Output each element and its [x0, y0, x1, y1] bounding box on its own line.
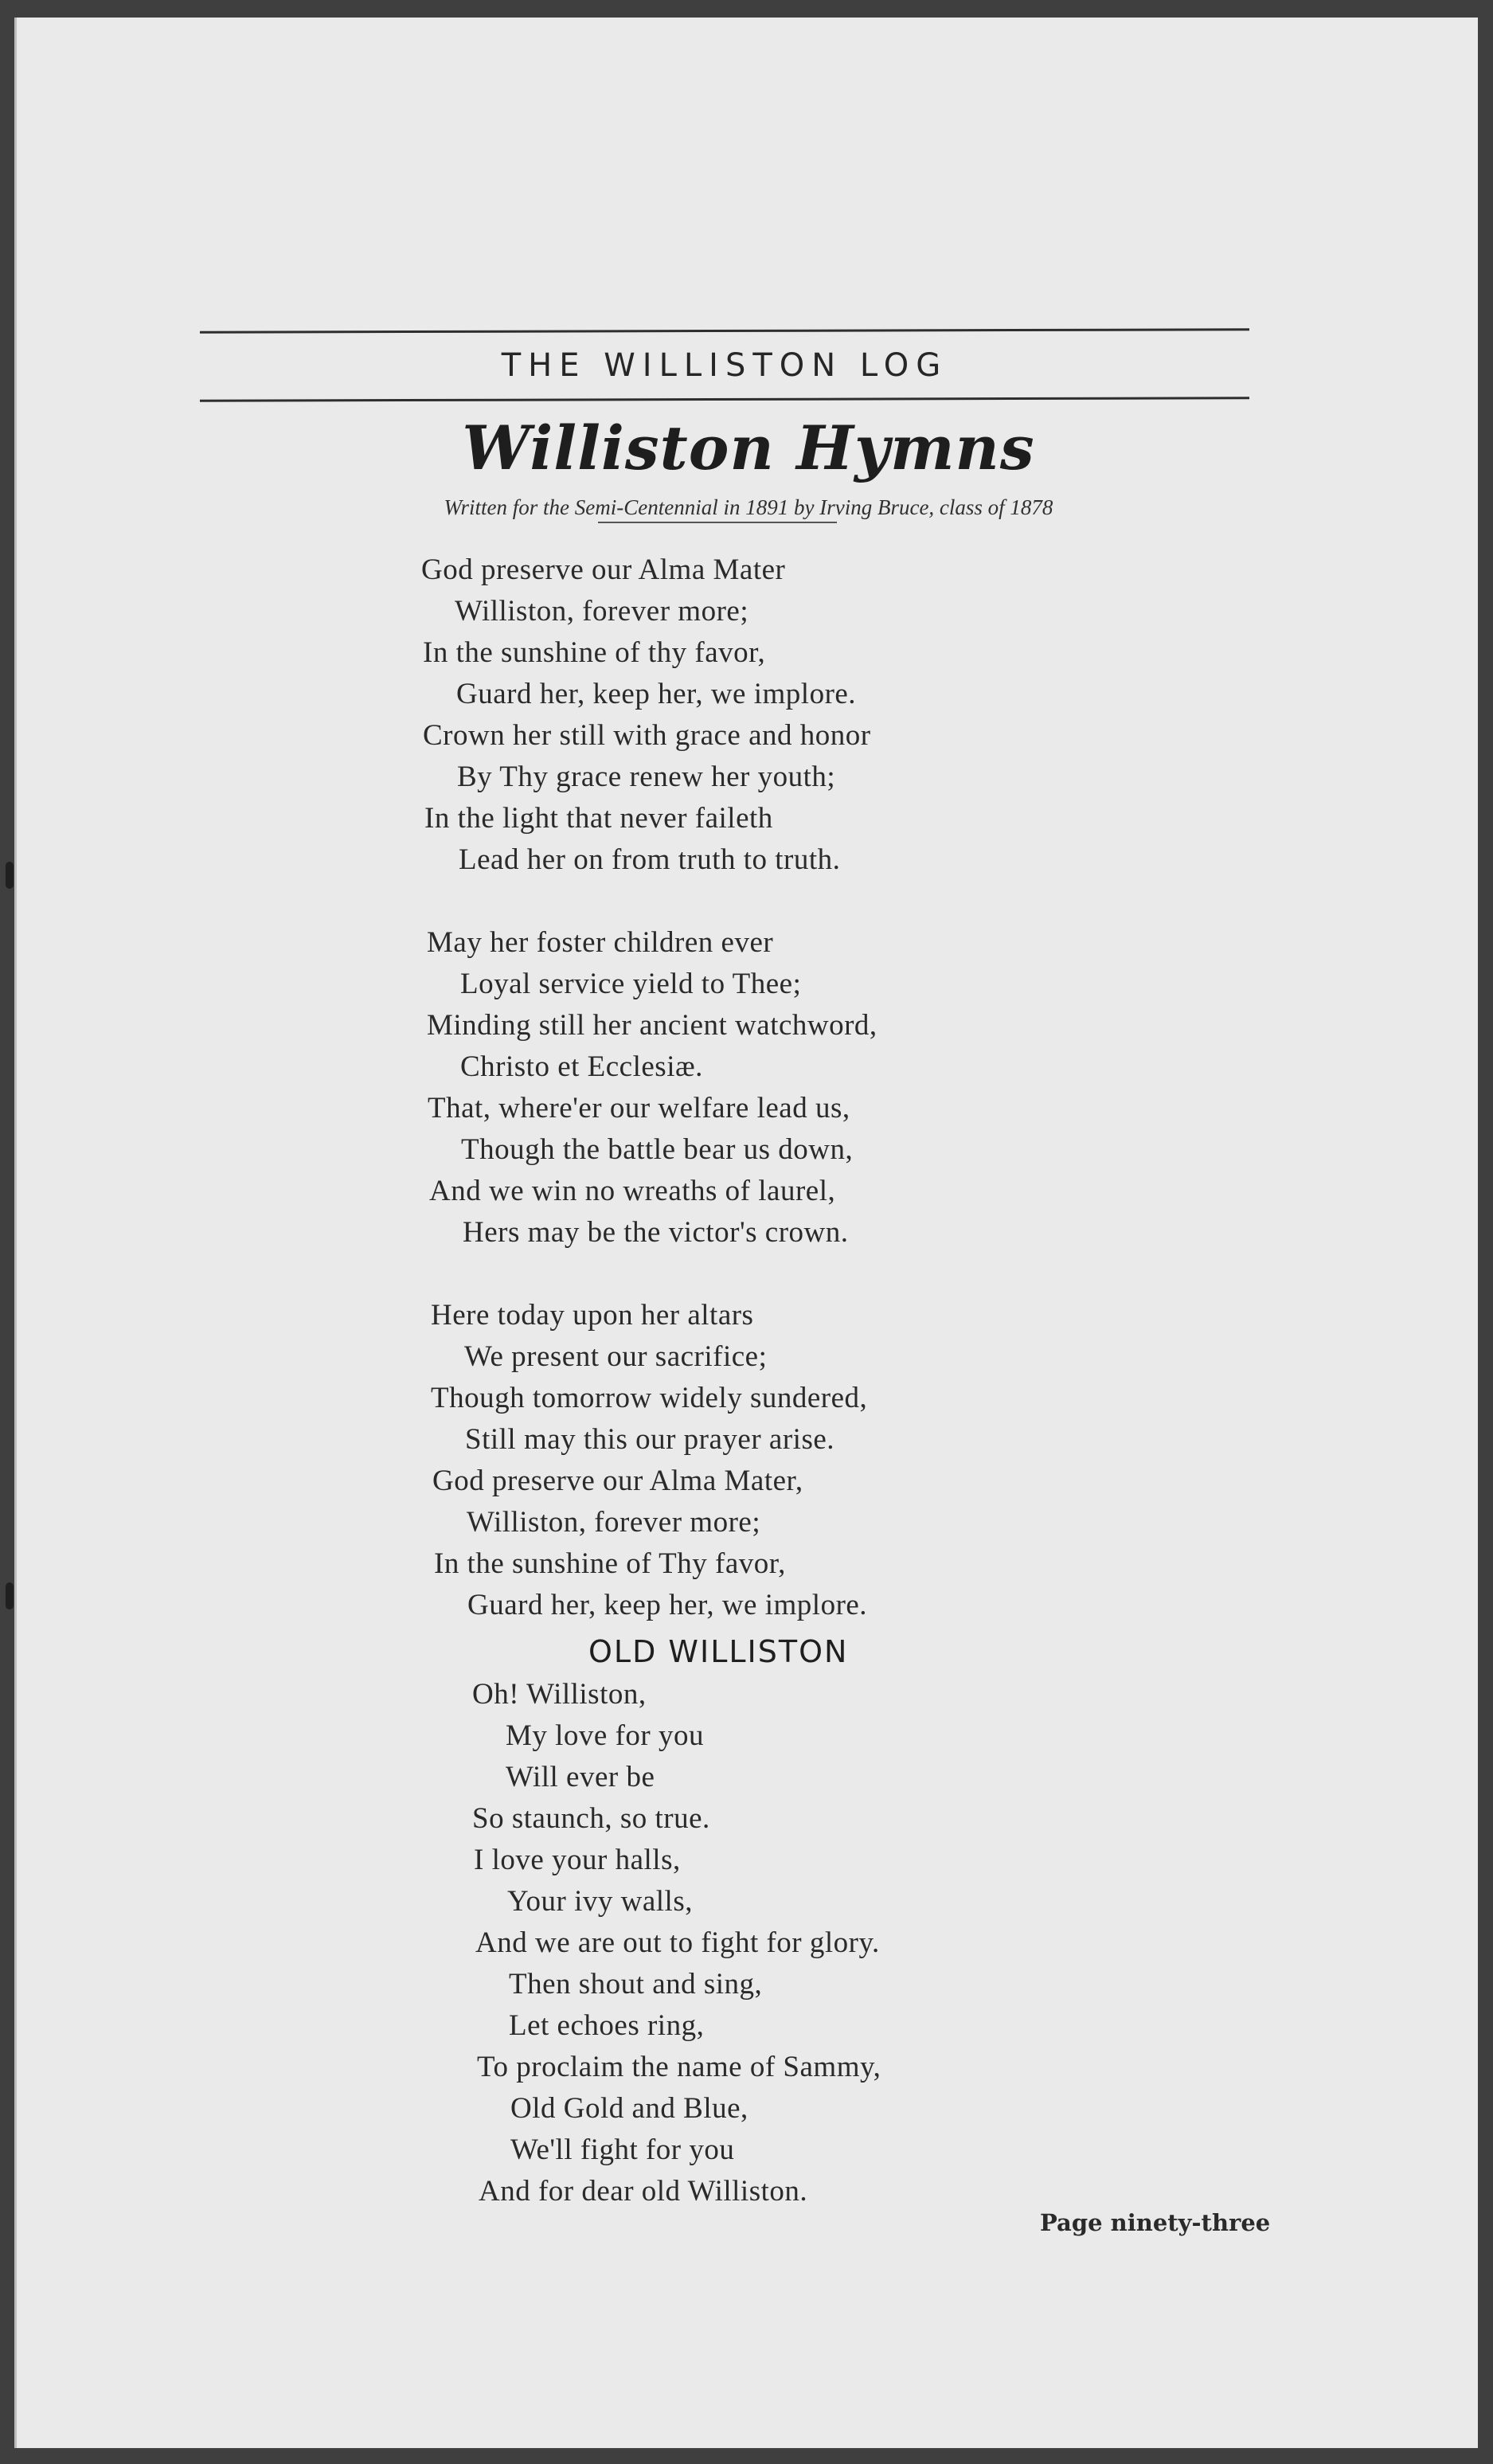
hymn-line: God preserve our Alma Mater,: [432, 1465, 803, 1497]
hymn-line: We present our sacrifice;: [464, 1340, 768, 1373]
hymn-line: Guard her, keep her, we implore.: [456, 678, 857, 710]
binding-mark: [6, 1582, 14, 1609]
song-line: My love for you: [506, 1719, 704, 1752]
song-line: And for dear old Williston.: [479, 2175, 808, 2208]
hymn-subtitle: Written for the Semi-Centennial in 1891 by Irving Bruce, class of 1878: [444, 495, 1053, 519]
hymn-line: By Thy grace renew her youth;: [457, 761, 836, 793]
hymn-line: Still may this our prayer arise.: [465, 1423, 835, 1456]
scanned-page: [14, 18, 1478, 2448]
hymn-line: Christo et Ecclesiæ.: [460, 1050, 703, 1083]
hymn-line: That, where'er our welfare lead us,: [428, 1092, 850, 1124]
header-rule-bottom: [200, 397, 1249, 401]
hymn-line: In the sunshine of thy favor,: [423, 636, 766, 669]
song-line: Your ivy walls,: [507, 1885, 693, 1918]
running-head: THE WILLISTON LOG: [501, 347, 948, 384]
hymn-line: Guard her, keep her, we implore.: [467, 1589, 868, 1621]
hymn-line: Minding still her ancient watchword,: [427, 1009, 877, 1042]
song-line: Old Gold and Blue,: [510, 2092, 748, 2125]
hymn-line: God preserve our Alma Mater: [421, 553, 786, 586]
hymn-line: Lead her on from truth to truth.: [459, 843, 841, 876]
song-line: To proclaim the name of Sammy,: [477, 2051, 881, 2083]
hymn-line: And we win no wreaths of laurel,: [429, 1175, 836, 1207]
hymn-title: Williston Hymns: [462, 413, 1035, 483]
header-rule-top: [200, 328, 1249, 333]
title-divider: [598, 522, 837, 523]
hymn-line: Williston, forever more;: [467, 1506, 761, 1539]
song-line: I love your halls,: [474, 1844, 681, 1876]
hymn-line: Crown her still with grace and honor: [423, 719, 871, 752]
song-line: So staunch, so true.: [472, 1802, 710, 1835]
hymn-line: In the sunshine of Thy favor,: [434, 1547, 786, 1580]
song-line: Then shout and sing,: [509, 1968, 763, 2001]
page-number: Page ninety-three: [1040, 2209, 1271, 2236]
binding-mark: [6, 862, 14, 889]
hymn-line: Loyal service yield to Thee;: [460, 968, 802, 1000]
hymn-line: Williston, forever more;: [455, 595, 749, 628]
hymn-line: Though tomorrow widely sundered,: [431, 1382, 868, 1414]
song-line: Let echoes ring,: [509, 2009, 705, 2042]
hymn-line: In the light that never faileth: [424, 802, 773, 835]
song-line: And we are out to fight for glory.: [475, 1926, 880, 1959]
song-line: Will ever be: [506, 1761, 655, 1793]
hymn-line: May her foster children ever: [427, 926, 774, 959]
hymn-line: Though the battle bear us down,: [461, 1133, 854, 1166]
hymn-line: Here today upon her altars: [431, 1299, 754, 1332]
song-line: Oh! Williston,: [472, 1678, 647, 1711]
hymn-line: Hers may be the victor's crown.: [463, 1216, 849, 1249]
song-title: OLD WILLISTON: [588, 1634, 849, 1669]
song-line: We'll fight for you: [510, 2134, 735, 2166]
